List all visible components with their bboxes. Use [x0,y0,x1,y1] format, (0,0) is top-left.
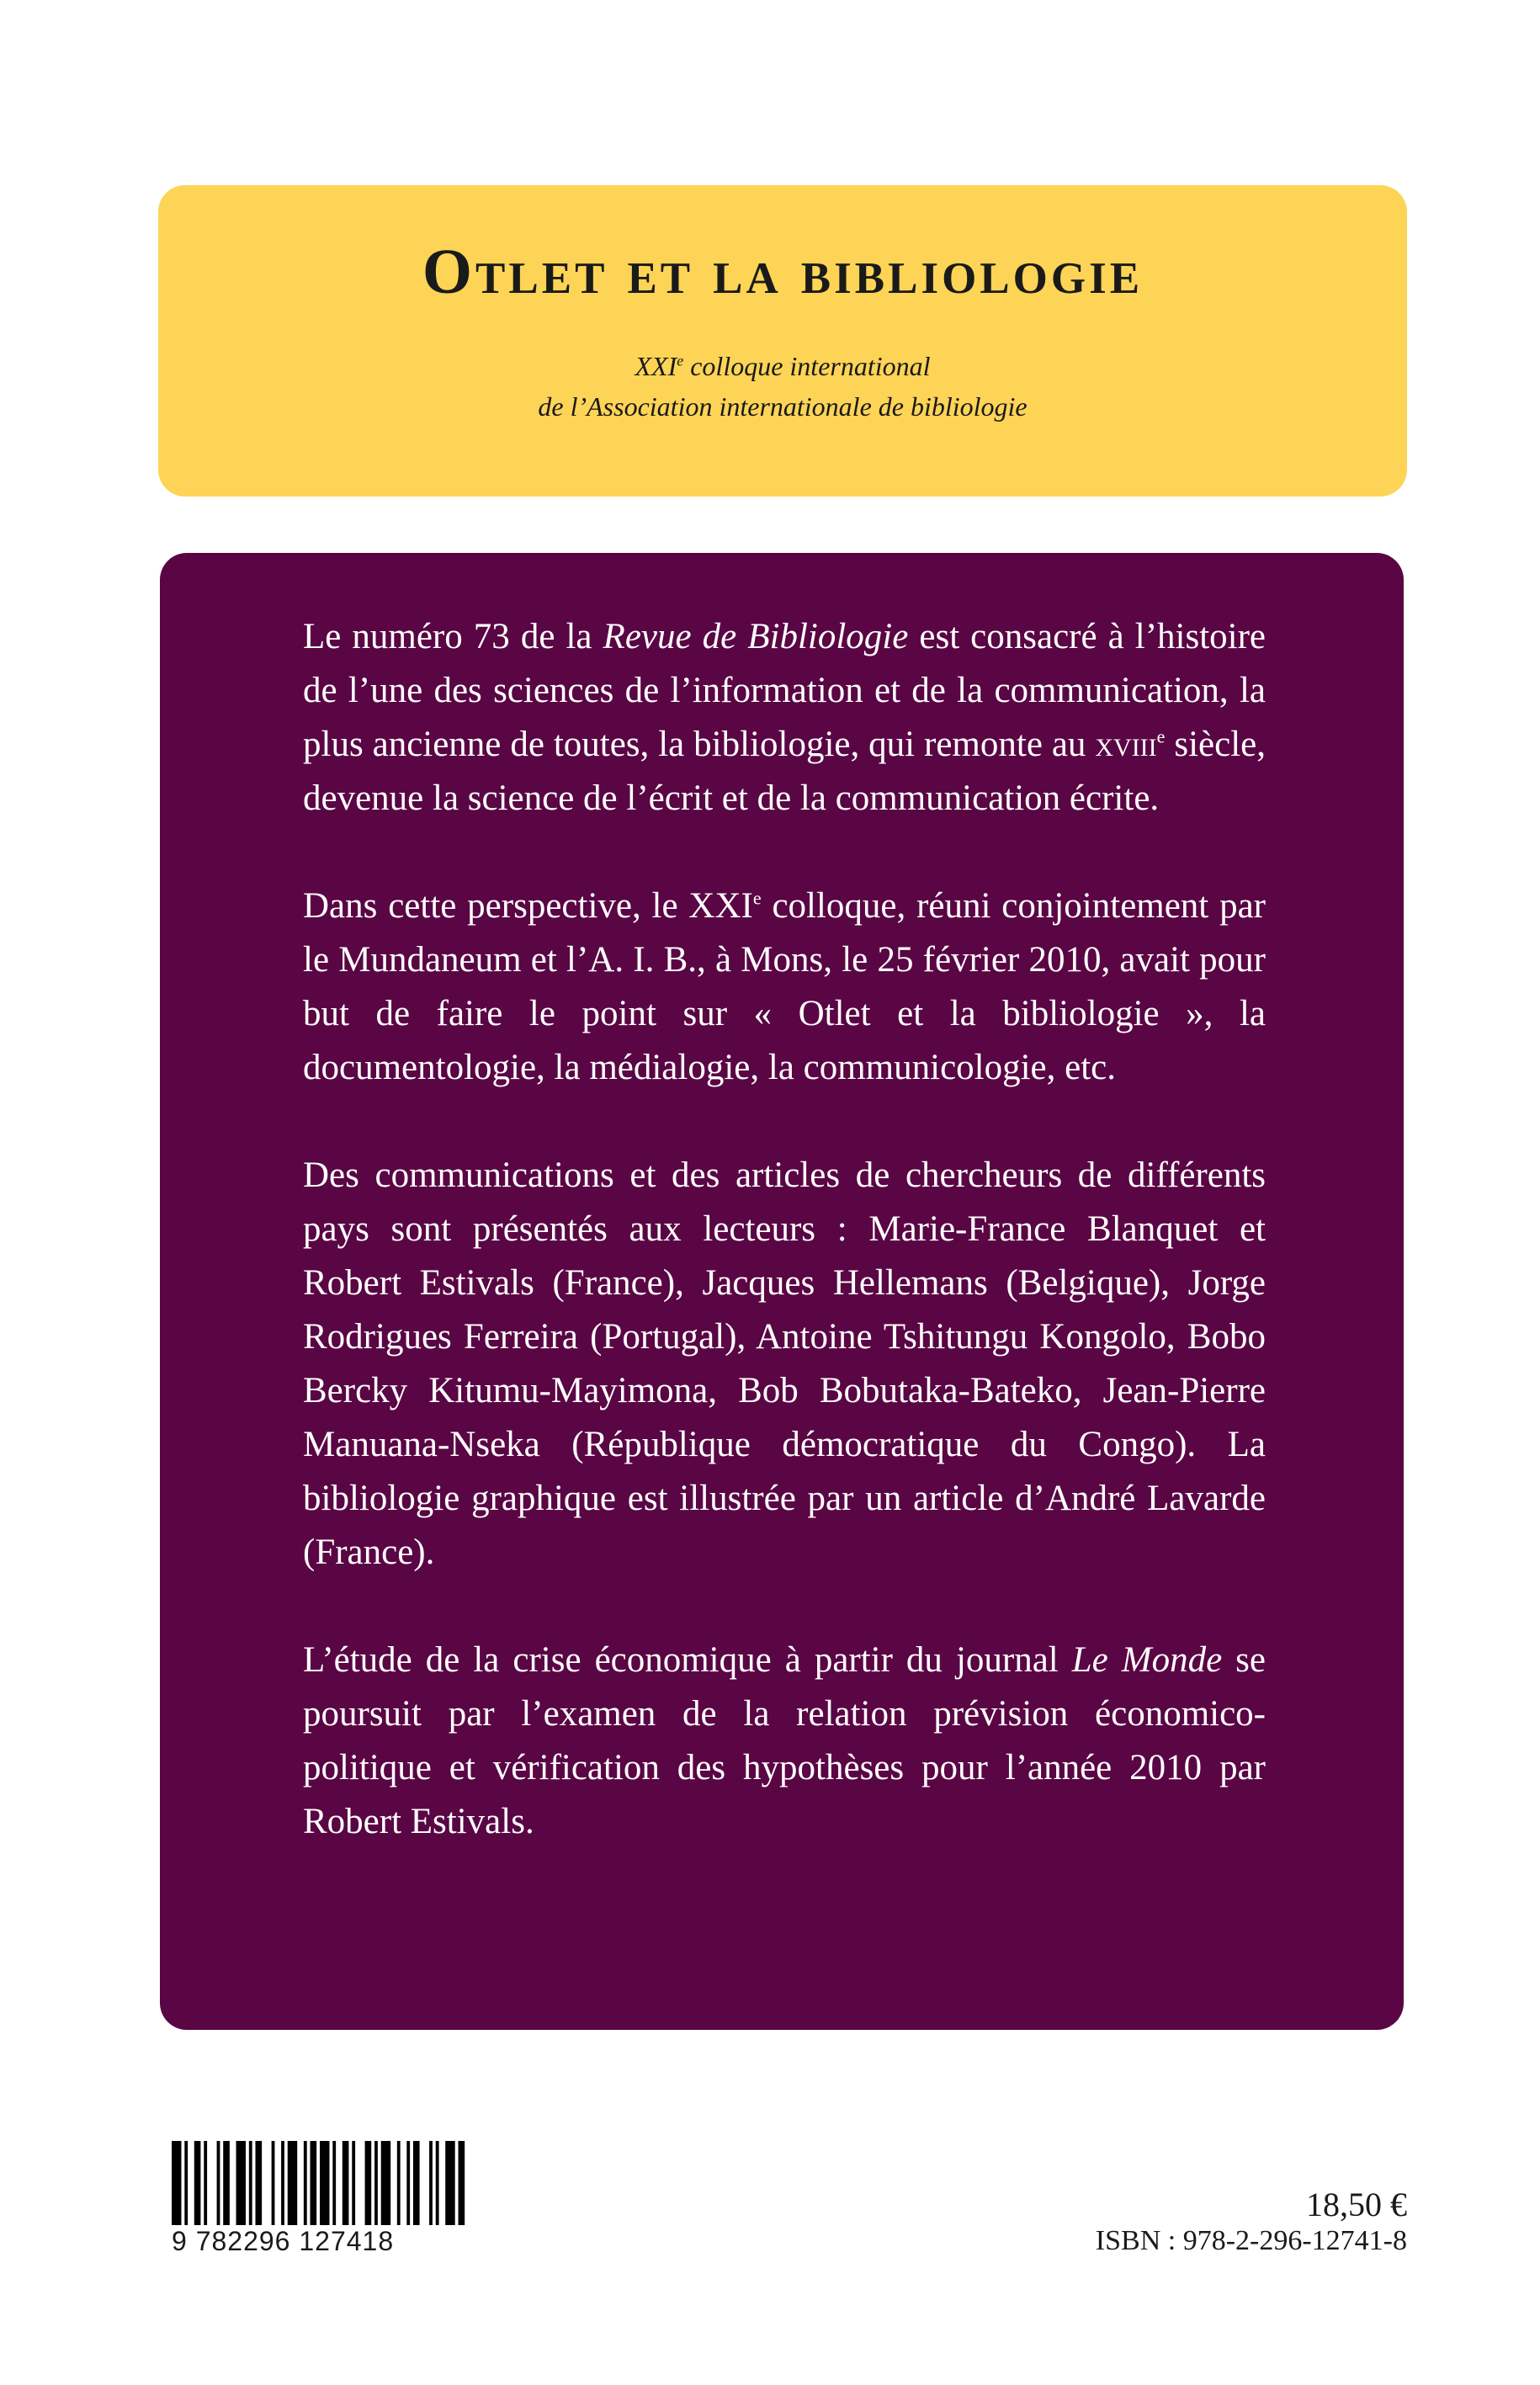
book-title: Otlet et la bibliologie [422,236,1144,307]
barcode-bar [281,2141,284,2225]
century-superscript: e [1156,725,1166,747]
barcode-bar [381,2141,390,2225]
barcode [172,2141,468,2255]
barcode-number: 9 782296 127418 [172,2226,395,2256]
century-numeral: xviii [1095,725,1157,764]
paragraph-2-text-b: colloque, réuni conjointement par le Mundaneum et l’A. I. B., à Mons, le 25 février 2010, avait pour but de faire le point sur « Otlet et la bibliologie », la documentologie, la médialogie, la communicologie, etc. [303,886,1266,1087]
barcode-bar [459,2141,465,2225]
barcode-bar [249,2141,252,2225]
paragraph-4 [303,1633,1266,1849]
barcode-bar [184,2141,188,2225]
barcode-bar [311,2141,317,2225]
barcode-bar [374,2141,378,2225]
blurb-panel [160,553,1404,2030]
paragraph-1-text-c: siècle, devenue la science de l’écrit et de la communication écrite. [303,725,1266,818]
subtitle-line-2: de l’Association internationale de bibliologie [538,391,1028,422]
paragraph-3: Des communications et des articles de chercheurs de différents pays sont présentés aux lecteurs : Marie-France Blanquet et Robert Estivals (France), Jacques Hellemans (Belgique), Jorge Rodrigues Ferreira (Portugal), Antoine Tshitungu Kongolo, Bobo Bercky Kitumu-Mayimona, Bob Bobutaka-Bateko, Jean-Pierre Manuana-Nseka (République démocratique du Congo). La bibliologie graphique est illustrée par un article d’André Lavarde (France). [303,1155,1266,1572]
barcode-bar [172,2141,181,2225]
barcode-bar [320,2141,329,2225]
paragraph-2-text-a: Dans cette perspective, le XXI [303,886,753,926]
barcode-bar [288,2141,297,2225]
barcode-bar [304,2141,307,2225]
paragraph-1-text-a: Le numéro 73 de la [303,617,603,656]
subtitle-roman-numeral: XXI [635,351,677,382]
barcode-bar [429,2141,433,2225]
barcode-bar [413,2141,420,2225]
paragraph-1 [303,610,1266,826]
barcode-bar [352,2141,355,2225]
barcode-bar [223,2141,230,2225]
barcode-bar [204,2141,207,2225]
paragraph-4-text-b: se poursuit par l’examen de la relation prévision économico-politique et vérification des hypothèses pour l’année 2010 par Robert Estivals. [303,1640,1266,1841]
barcode-bars [172,2141,468,2225]
newspaper-title: Le Monde [1071,1640,1223,1680]
price: 18,50 € [1306,2186,1407,2223]
barcode-bar [236,2141,246,2225]
barcode-bar [397,2141,401,2225]
journal-title: Revue de Bibliologie [603,617,909,656]
paragraph-4-text-a: L’étude de la crise économique à partir du journal [303,1640,1072,1680]
title-banner [158,185,1407,497]
barcode-bar [365,2141,372,2225]
paragraph-1-text-b: est consacré à l’histoire de l’une des sciences de l’information et de la communication, la plus ancienne de toutes, la bibliologie, qui remonte au [303,617,1266,764]
subtitle-line-1 [158,346,1407,386]
barcode-bar [332,2141,336,2225]
barcode-bar [217,2141,220,2225]
barcode-bar [406,2141,410,2225]
paragraph-2 [303,879,1266,1095]
subtitle-superscript: e [677,352,684,369]
barcode-bar [272,2141,275,2225]
barcode-bar [255,2141,262,2225]
book-subtitle [158,346,1407,427]
barcode-bar [445,2141,454,2225]
colloque-superscript: e [752,887,762,909]
barcode-bar [343,2141,349,2225]
subtitle-line-1-text: colloque international [683,351,931,382]
barcode-bar [436,2141,439,2225]
barcode-bar [194,2141,201,2225]
isbn: ISBN : 978-2-296-12741-8 [1095,2225,1407,2256]
